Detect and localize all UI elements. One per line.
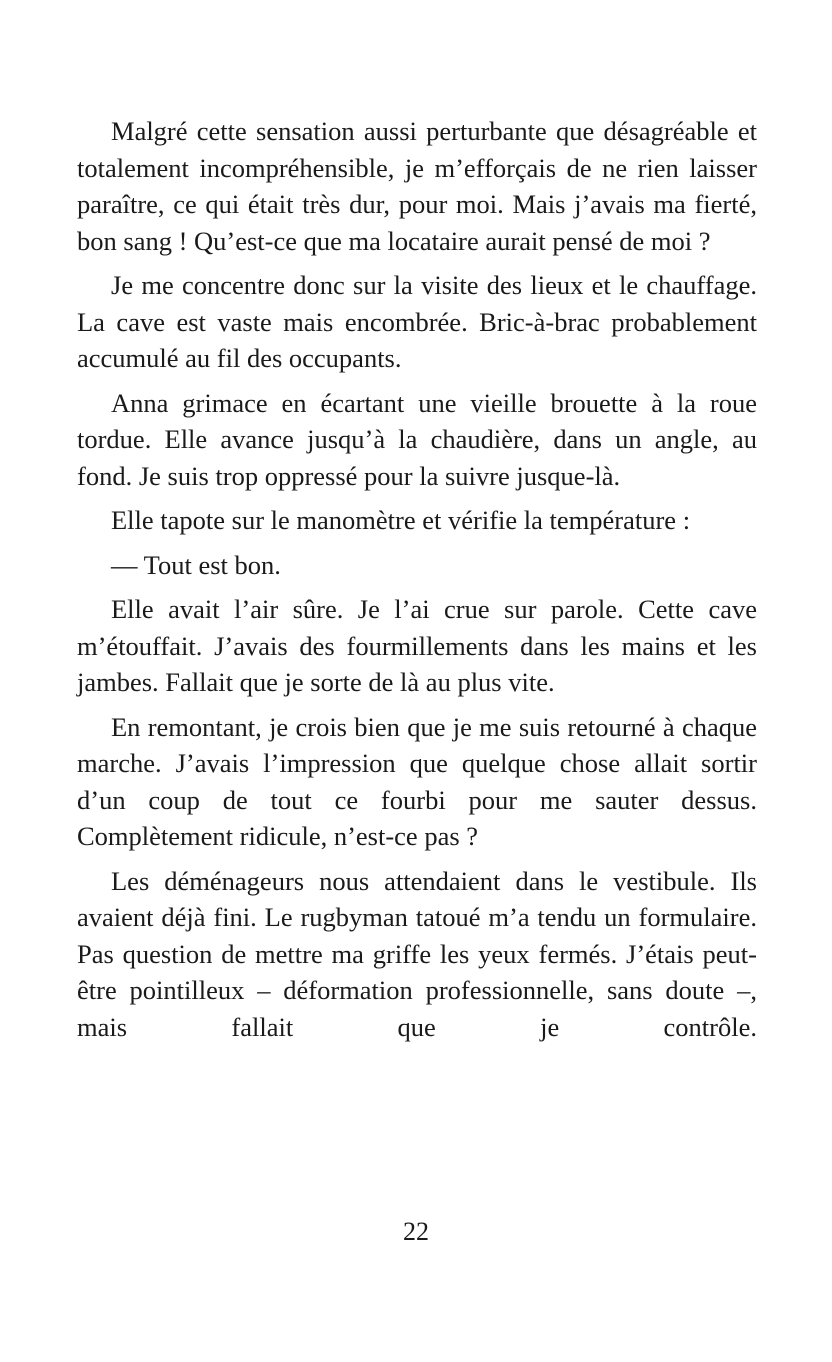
- page-body: [77, 113, 757, 1053]
- paragraph-5-dialogue: — Tout est bon.: [111, 549, 281, 580]
- paragraph-4: Elle tapote sur le manomètre et vérifie la température :: [111, 505, 691, 535]
- paragraph-3: Anna grimace en écartant une vieille brouette à la roue tordue. Elle avance jusqu’à la chaudière, dans un angle, au fond. Je suis trop oppressé pour la suivre jusque-là.: [77, 387, 757, 491]
- page-number: 22: [403, 1217, 429, 1246]
- paragraph-2: Je me concentre donc sur la visite des lieux et le chauffage. La cave est vaste mais encombrée. Bric-à-brac probablement accumulé au fil des occupants.: [77, 270, 757, 373]
- paragraph-1: Malgré cette sensation aussi perturbante que désagréable et totalement incompréhensible, je m’efforçais de ne rien laisser paraître, ce qui était très dur, pour moi. Mais j’avais ma fierté, bon sang ! Qu’est-ce que ma locataire aurait pensé de moi ?: [77, 116, 757, 256]
- paragraph-7: En remontant, je crois bien que je me suis retourné à chaque marche. J’avais l’impression que quelque chose allait sortir d’un coup de tout ce fourbi pour me sauter dessus. Complètement ridicule, n’est-ce pas ?: [77, 711, 757, 851]
- paragraph-8: Les déménageurs nous attendaient dans le vestibule. Ils avaient déjà fini. Le rugbyman tatoué m’a tendu un formulaire. Pas question de mettre ma griffe les yeux fermés. J’étais peut-être pointilleux – déformation professionnelle, sans doute –, mais fallait que je contrôle.: [77, 865, 757, 1042]
- paragraph-6: Elle avait l’air sûre. Je l’ai crue sur parole. Cette cave m’étouffait. J’avais des fourmillements dans les mains et les jambes. Fallait que je sorte de là au plus vite.: [77, 594, 757, 697]
